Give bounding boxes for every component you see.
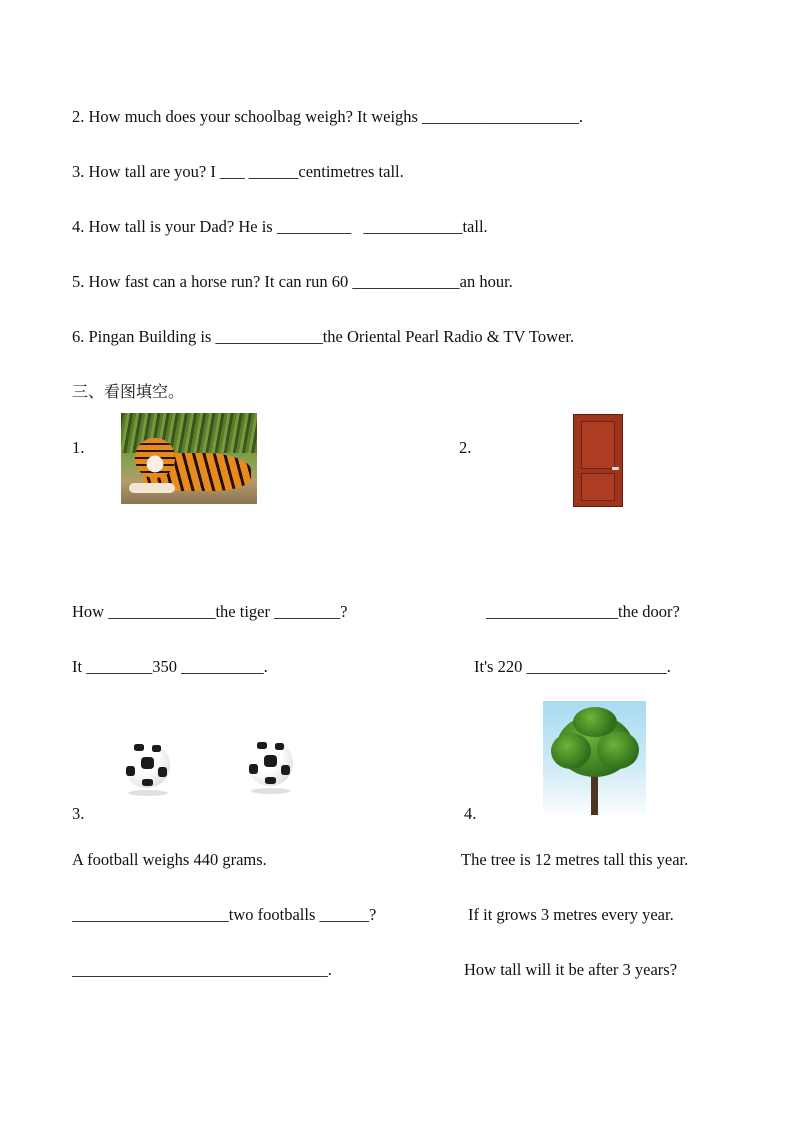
item-2-number: 2. [459,438,472,457]
item-4-number: 4. [464,804,477,823]
item-3-number: 3. [72,804,85,823]
door-photo [573,414,623,507]
tiger-photo [121,413,257,504]
item-4-condition: If it grows 3 metres every year. [468,905,674,924]
item-4-question: How tall will it be after 3 years? [464,960,678,979]
question-2: 2. How much does your schoolbag weigh? It weighs ___________________. [72,107,583,126]
football-photo [124,742,170,788]
item-3-statement: A football weighs 440 grams. [72,850,267,869]
item-1-question: How _____________the tiger ________? [72,602,348,621]
tree-photo [543,701,646,819]
item-4-statement: The tree is 12 metres tall this year. [461,850,689,869]
question-6: 6. Pingan Building is _____________the Oriental Pearl Radio & TV Tower. [72,327,575,346]
item-3-answer-blank: _______________________________. [72,960,332,979]
item-1-number: 1. [72,438,85,457]
question-4: 4. How tall is your Dad? He is _________ ____________tall. [72,217,488,236]
football-photo [247,740,293,786]
item-1-answer: It ________350 __________. [72,657,268,676]
question-3: 3. How tall are you? I ___ ______centimetres tall. [72,162,404,181]
item-3-question: ___________________two footballs ______? [72,905,377,924]
item-2-answer: It's 220 _________________. [474,657,671,676]
item-2-question: ________________the door? [486,602,680,621]
section-three-heading: 三、看图填空。 [72,382,185,401]
question-5: 5. How fast can a horse run? It can run 60 _____________an hour. [72,272,513,291]
